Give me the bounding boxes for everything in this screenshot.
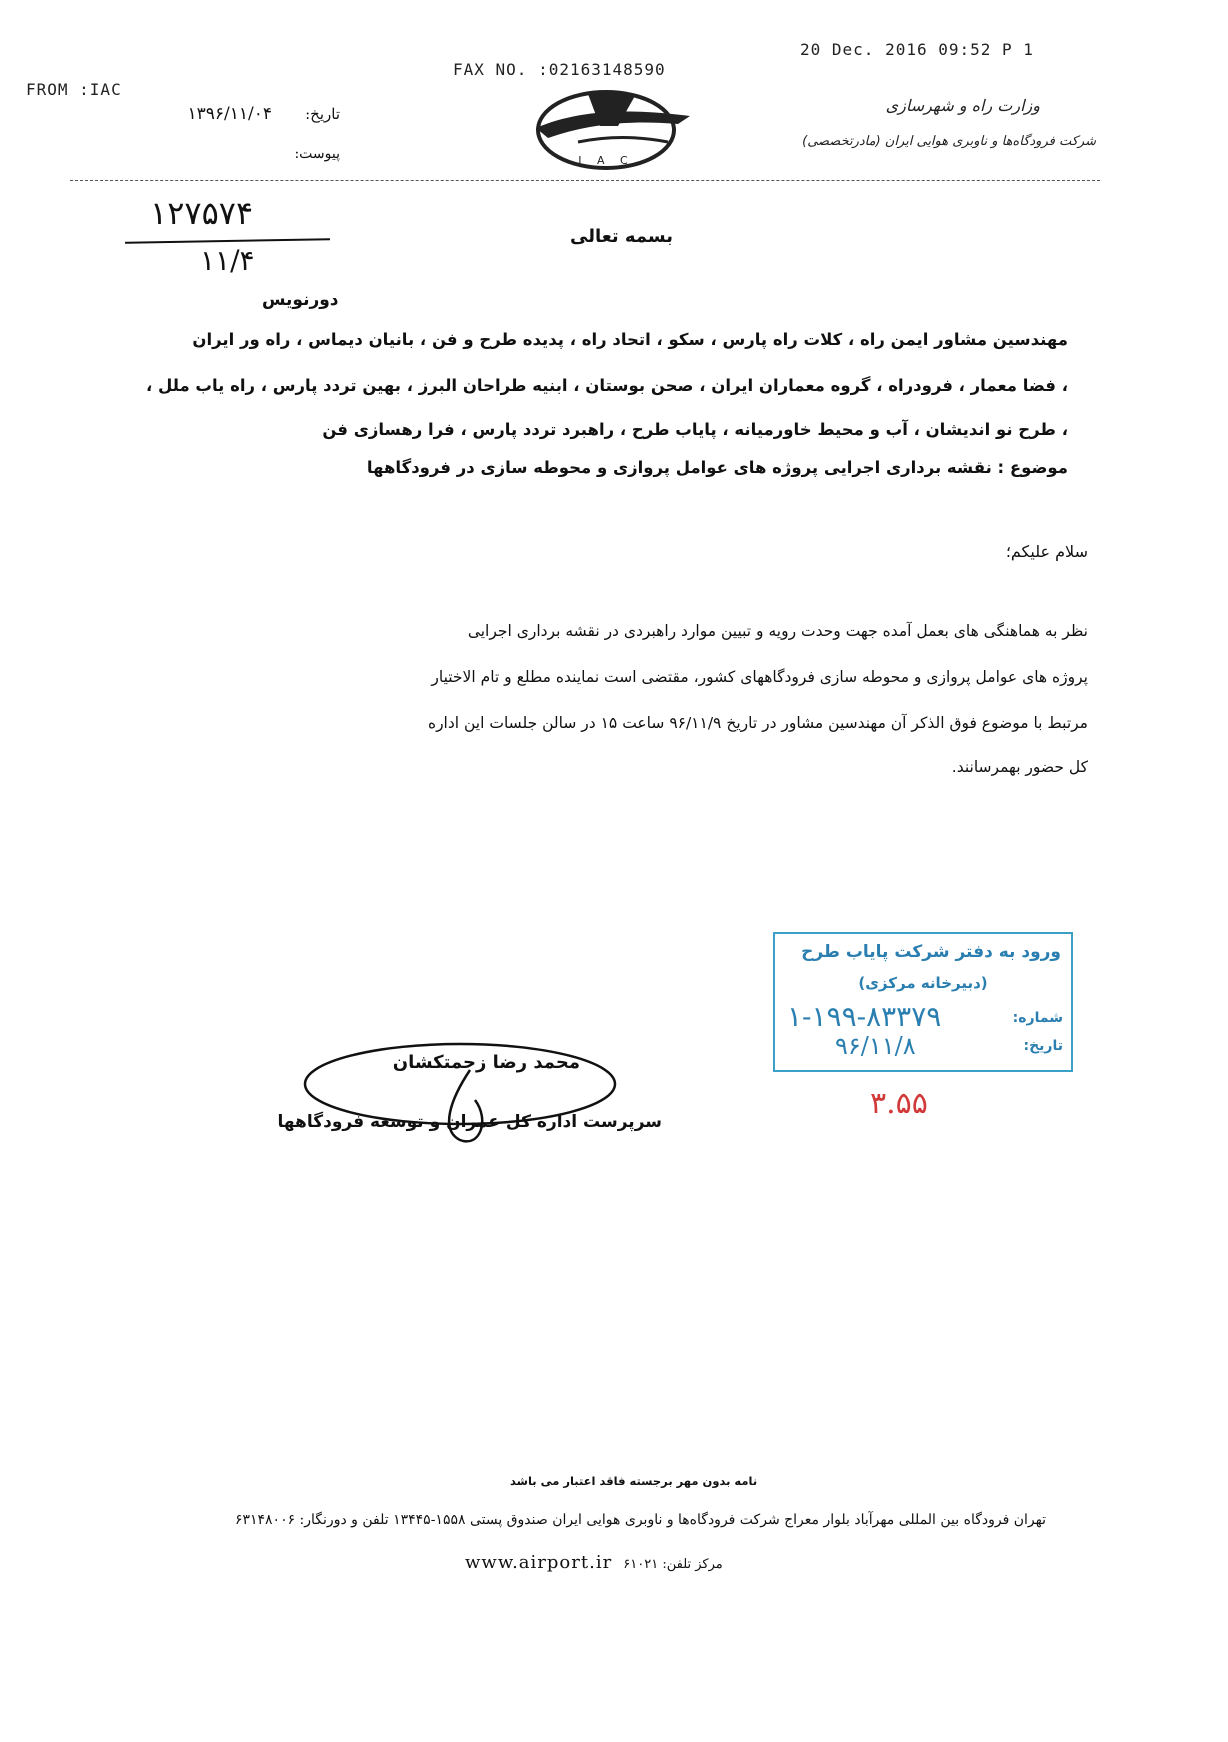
- fax-number: FAX NO. :02163148590: [453, 60, 666, 79]
- reference-underline: [125, 238, 330, 244]
- logo-text: I A C: [578, 154, 634, 167]
- subject-line: موضوع : نقشه برداری اجرایی پروژه های عوامل پروازی و محوطه سازی در فرودگاهها: [366, 458, 1068, 477]
- stamp-line-1: ورود به دفتر شرکت پایاب طرح: [801, 942, 1061, 962]
- ministry-name: وزارت راه و شهرسازی: [885, 96, 1040, 115]
- iac-logo: [518, 80, 693, 172]
- attachment-label: پیوست:: [294, 146, 340, 162]
- recipients-line-1: مهندسین مشاور ایمن راه ، کلات راه پارس ، سکو ، اتحاد راه ، پدیده طرح و فن ، بانیان دیماس ، راه ور ایران: [192, 330, 1068, 349]
- footer-website: www.airport.ir: [465, 1552, 613, 1573]
- date-label: تاریخ:: [305, 105, 340, 123]
- reference-number: ۱۲۷۵۷۴: [150, 194, 254, 232]
- company-name: شرکت فرودگاه‌ها و ناوبری هوایی ایران (مادرتخصصی): [802, 134, 1096, 149]
- date-value: ۱۳۹۶/۱۱/۰۴: [187, 104, 272, 124]
- reference-date: ۱۱/۴: [200, 244, 255, 277]
- footer-address: تهران فرودگاه بین المللی مهرآباد بلوار معراج شرکت فرودگاه‌ها و ناوبری هوایی ایران صندوق پستی ۱۵۵۸-۱۳۴۴۵ تلفن و دورنگار: ۶۳۱۴۸۰۰۶: [234, 1512, 1046, 1528]
- cc-label: دورنویس: [262, 290, 339, 310]
- stamp-number-label: شماره:: [1012, 1010, 1063, 1026]
- recipients-line-2: ، فضا معمار ، فرودراه ، گروه معماران ایران ، صحن بوستان ، ابنیه طراحان البرز ، بهین تردد پارس ، راه یاب ملل ،: [145, 376, 1068, 395]
- body-line-3: مرتبط با موضوع فوق الذکر آن مهندسین مشاور در تاریخ ۹۶/۱۱/۹ ساعت ۱۵ در سالن جلسات این اداره: [427, 714, 1088, 732]
- body-line-2: پروژه های عوامل پروازی و محوطه سازی فرودگاههای کشور، مقتضی است نماینده مطلع و تام الاختیار: [431, 668, 1088, 686]
- stamp-date-value: ۹۶/۱۱/۸: [835, 1032, 916, 1060]
- signatory-title: سرپرست اداره کل عمران و توسعه فرودگاهها: [277, 1112, 662, 1132]
- stamp-date-label: تاریخ:: [1023, 1038, 1063, 1054]
- footer-validity-note: نامه بدون مهر برجسته فاقد اعتبار می باشد: [510, 1474, 758, 1488]
- signatory-name: محمد رضا زحمتکشان: [392, 1052, 580, 1073]
- fax-from: FROM :IAC: [26, 80, 122, 99]
- greeting: سلام علیکم؛: [1005, 542, 1088, 561]
- receipt-stamp: [773, 932, 1073, 1072]
- body-line-1: نظر به هماهنگی های بعمل آمده جهت وحدت رویه و تبیین موارد راهبردی در نقشه برداری اجرایی: [467, 622, 1088, 640]
- red-handwritten-note: ۳.۵۵: [870, 1086, 928, 1121]
- recipients-line-3: ، طرح نو اندیشان ، آب و محیط خاورمیانه ، پایاب طرح ، راهبرد تردد پارس ، فرا رهسازی فن: [322, 420, 1068, 439]
- stamp-number-value: ۱-۱۹۹-۸۳۳۷۹: [787, 1000, 942, 1033]
- footer-switchboard: مرکز تلفن: ۶۱۰۲۱: [623, 1557, 723, 1572]
- fax-datetime: 20 Dec. 2016 09:52 P 1: [800, 40, 1034, 59]
- page-heading: بسمه تعالی: [570, 226, 673, 247]
- letter-date-row: [120, 104, 340, 124]
- stamp-line-2: (دبیرخانه مرکزی): [858, 974, 988, 992]
- body-line-4: کل حضور بهمرسانند.: [951, 758, 1088, 776]
- header-divider: [70, 180, 1100, 181]
- iac-logo-icon: [518, 80, 693, 172]
- footer-contact-row: [465, 1552, 723, 1573]
